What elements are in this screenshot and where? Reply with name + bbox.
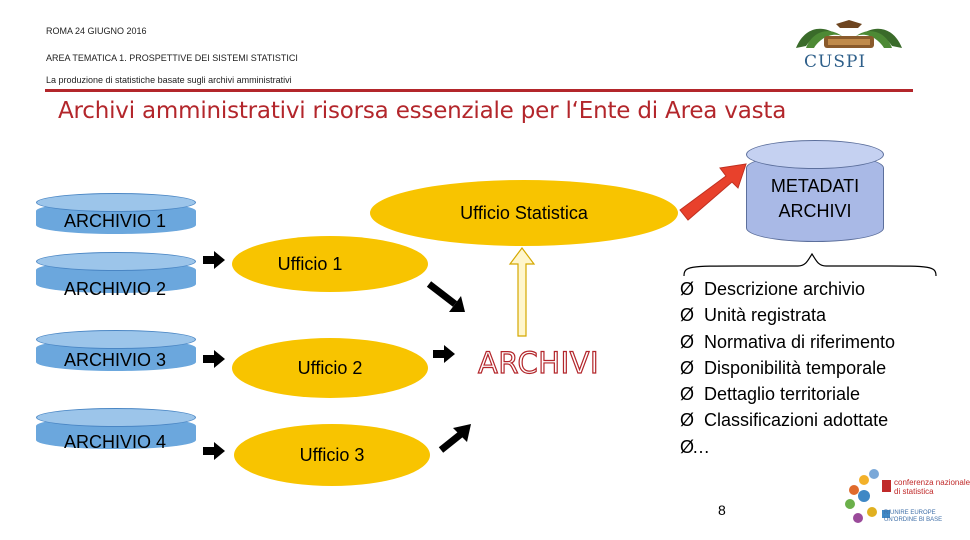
statistics-office-label: Ufficio Statistica xyxy=(460,203,588,223)
list-bullet-icon: Ø xyxy=(680,384,695,405)
conference-line-2: di statistica xyxy=(894,487,934,496)
office-3-label: Ufficio 3 xyxy=(299,445,365,465)
archive-1 xyxy=(36,193,196,237)
arrow-archivi-statistics xyxy=(508,246,536,338)
archive-4-label: ARCHIVIO 4 xyxy=(64,432,167,452)
cuspi-logo-text: CUSPI xyxy=(804,52,867,72)
header-topic: AREA TEMATICA 1. PROSPETTIVE DEI SISTEMI STATISTICI xyxy=(46,53,298,63)
list-item: Ø Dettaglio territoriale xyxy=(680,381,895,407)
list-item: Ø Unità registrata xyxy=(680,302,895,328)
office-3 xyxy=(234,424,430,486)
title-rule xyxy=(45,89,913,92)
page-title: Archivi amministrativi risorsa essenziale per l‘Ente di Area vasta xyxy=(58,98,787,124)
cuspi-logo xyxy=(786,18,912,76)
conference-logo xyxy=(840,466,970,534)
arrow-archive-1-office-1 xyxy=(203,256,215,264)
archive-3-label: ARCHIVIO 3 xyxy=(64,350,167,370)
list-bullet-icon: Ø xyxy=(680,410,695,431)
list-bullet-icon: Ø xyxy=(680,331,695,352)
header-date: ROMA 24 GIUGNO 2016 xyxy=(46,26,147,36)
arrow-archive-3-office-2 xyxy=(203,355,215,363)
archive-4 xyxy=(36,408,196,452)
list-bullet-icon: Ø xyxy=(680,436,695,457)
list-item: Ø… xyxy=(680,434,895,460)
metadata-line-2: ARCHIVI xyxy=(778,201,852,221)
list-bullet-icon: Ø xyxy=(680,279,695,299)
conference-line-3: RIUNIRE EUROPE xyxy=(884,510,936,516)
list-bullet-icon: Ø xyxy=(680,305,695,326)
arrow-office-2-archivi xyxy=(433,350,445,358)
header-subtitle: La produzione di statistiche basate sugli archivi amministrativi xyxy=(46,75,292,85)
office-1-label: Ufficio 1 xyxy=(277,254,343,274)
list-item: Ø Classificazioni adottate xyxy=(680,407,895,433)
arrow-statistics-metadata xyxy=(676,162,750,224)
archive-3 xyxy=(36,330,196,374)
conference-line-4: UN'ORDINE BI BASE xyxy=(884,517,943,523)
office-1 xyxy=(232,236,428,292)
archive-2 xyxy=(36,252,196,299)
conference-line-1: conferenza nazionale xyxy=(894,478,970,487)
arrow-archive-4-office-3 xyxy=(203,447,215,455)
arrow-office-1-archivi xyxy=(425,280,469,316)
metadata-line-1: METADATI xyxy=(770,176,860,196)
statistics-office xyxy=(370,180,678,246)
list-item: Ø Descrizione archivio xyxy=(680,276,895,302)
office-2-label: Ufficio 2 xyxy=(297,358,363,378)
metadata-brace xyxy=(680,250,940,278)
page-number: 8 xyxy=(718,502,726,518)
list-bullet-icon: Ø xyxy=(680,357,695,378)
office-2 xyxy=(232,338,428,398)
metadata-archive xyxy=(746,140,884,242)
archive-1-label: ARCHIVIO 1 xyxy=(64,211,167,231)
archivi-label: ARCHIVI xyxy=(478,346,600,380)
arrow-office-3-archivi xyxy=(435,420,475,456)
list-item: Ø Disponibilità temporale xyxy=(680,355,895,381)
metadata-list xyxy=(680,276,895,460)
archive-2-label: ARCHIVIO 2 xyxy=(64,279,167,299)
list-item: Ø Normativa di riferimento xyxy=(680,329,895,355)
